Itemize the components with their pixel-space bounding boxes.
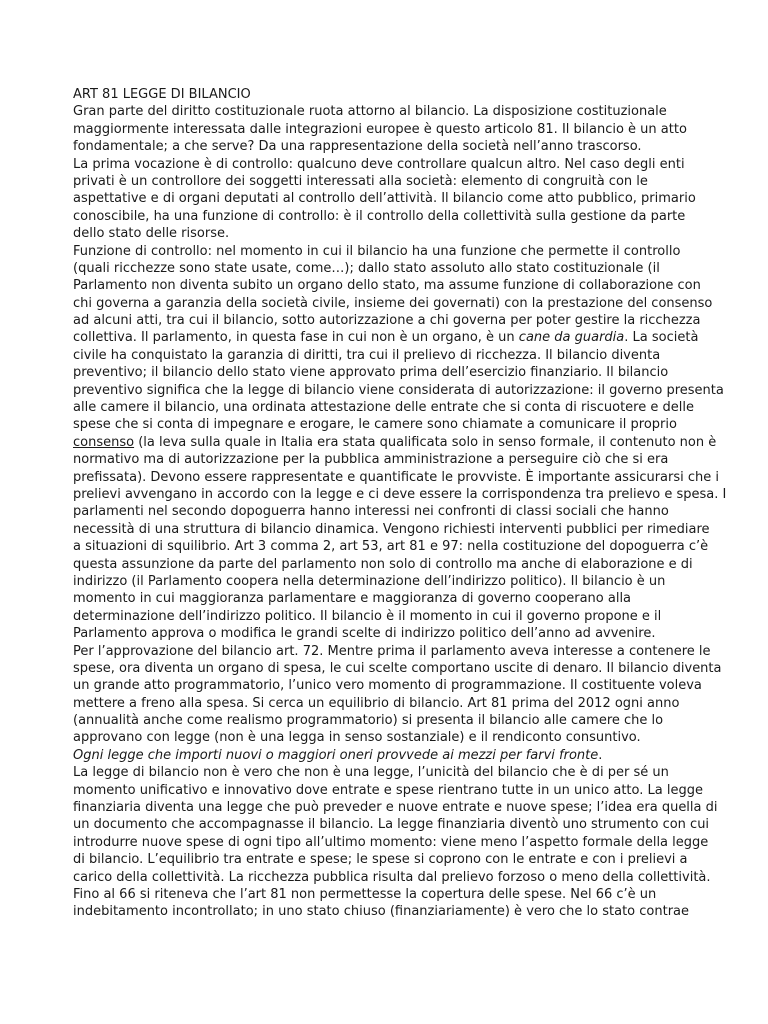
document-body: [73, 86, 727, 921]
italic-phrase: cane da guardia: [518, 330, 625, 346]
text-line: preventivo significa che la legge di bilancio viene considerata di autorizzazione: il governo presenta: [73, 382, 724, 398]
text-line: introdurre nuove spese di ogni tipo all’ultimo momento: viene meno l’aspetto formale della legge: [73, 834, 709, 850]
text-line: conoscibile, ha una funzione di controllo: è il controllo della collettività sulla gestione da parte: [73, 208, 686, 224]
text-line: determinazione dell’indirizzo politico. Il bilancio è il momento in cui il governo propone e il: [73, 608, 662, 624]
text-line: momento unificativo e innovativo dove entrate e spese rientrano tutte in un unico atto. La legge: [73, 782, 703, 798]
text-line: approvano con legge (non è una legga in senso sostanziale) e il rendiconto consuntivo.: [73, 730, 641, 746]
italic-quote: Ogni legge che importi nuovi o maggiori oneri provvede ai mezzi per farvi fronte: [73, 747, 599, 763]
text-line: [73, 434, 717, 451]
text-line: mettere a freno alla spesa. Si cerca un equilibrio di bilancio. Art 81 prima del 2012 ogni anno: [73, 695, 680, 711]
text-line: preventivo; il bilancio dello stato viene approvato prima dell’esercizio finanziario. Il bilancio: [73, 365, 669, 381]
text-line: [73, 329, 705, 346]
text-line: La prima vocazione è di controllo: qualcuno deve controllare qualcun altro. Nel caso degli enti: [73, 156, 685, 172]
text-line: civile ha conquistato la garanzia di diritti, tra cui il prelievo di ricchezza. Il bilancio diventa: [73, 347, 661, 363]
text-line: chi governa a garanzia della società civile, insieme dei governati) con la prestazione del consenso: [73, 295, 713, 311]
text-line: aspettative e di organi deputati al controllo dell’attività. Il bilancio come atto pubblico, primario: [73, 191, 696, 207]
text-segment: . La società: [624, 330, 699, 346]
text-line: Gran parte del diritto costituzionale ruota attorno al bilancio. La disposizione costituzionale: [73, 104, 667, 120]
text-line: finanziaria diventa una legge che può preveder e nuove entrate e nuove spese; l’idea era quella di: [73, 800, 718, 816]
text-line: spese, ora diventa un organo di spesa, le cui scelte comportano uscite di denaro. Il bilancio diventa: [73, 660, 722, 676]
text-line: alle camere il bilancio, una ordinata attestazione delle entrate che si conta di riscuotere e delle: [73, 400, 694, 416]
text-line: carico della collettività. La ricchezza pubblica risulta dal prelievo forzoso o meno della collettività.: [73, 869, 711, 885]
text-line: (quali ricchezze sono state usate, come…); dallo stato assoluto allo stato costituzionale (il: [73, 260, 660, 276]
text-line: a situazioni di squilibrio. Art 3 comma 2, art 53, art 81 e 97: nella costituzione del dopoguerra c’è: [73, 539, 709, 555]
text-line: necessità di una struttura di bilancio dinamica. Vengono richiesti interventi pubblici per rimediare: [73, 521, 710, 537]
text-line: prefissata). Devono essere rappresentate e quantificate le provviste. È importante assicurarsi che i: [73, 469, 720, 485]
text-line: questa assunzione da parte del parlamento non solo di controllo ma anche di elaborazione e di: [73, 556, 693, 572]
text-line: prelievi avvengano in accordo con la legge e ci deve essere la corrispondenza tra prelievo e spesa. I: [73, 486, 727, 502]
text-line: (annualità anche come realismo programmatorio) si presenta il bilancio alle camere che lo: [73, 713, 664, 729]
text-line: La legge di bilancio non è vero che non è una legge, l’unicità del bilancio che è di per sé un: [73, 765, 669, 781]
document-title: ART 81 LEGGE DI BILANCIO: [73, 87, 251, 102]
text-line: ad alcuni atti, tra cui il bilancio, sotto autorizzazione a chi governa per poter gestire la ricchezza: [73, 313, 701, 329]
text-segment: collettiva. Il parlamento, in questa fase in cui non è un organo, è un: [73, 330, 519, 346]
text-line: dello stato delle risorse.: [73, 226, 230, 242]
text-line: indebitamento incontrollato; in uno stato chiuso (finanziariamente) è vero che lo stato contrae: [73, 904, 690, 920]
text-line: fondamentale; a che serve? Da una rappresentazione della società nell’anno trascorso.: [73, 139, 642, 155]
text-line: parlamenti nel secondo dopoguerra hanno interessi nei confronti di classi sociali che hanno: [73, 504, 669, 520]
text-segment: (la leva sulla quale in Italia era stata qualificata solo in senso formale, il contenuto non è: [134, 434, 717, 450]
text-line: normativo ma di autorizzazione per la pubblica amministrazione a perseguire ciò che si era: [73, 452, 669, 468]
text-line: Fino al 66 si riteneva che l’art 81 non permettesse la copertura delle spese. Nel 66 c’è un: [73, 886, 657, 902]
text-line: Parlamento non diventa subito un organo dello stato, ma assume funzione di collaborazione con: [73, 278, 701, 294]
text-line: un grande atto programmatorio, l’unico vero momento di programmazione. Il costituente voleva: [73, 678, 702, 694]
text-line: un documento che accompagnasse il bilancio. La legge finanziaria diventò uno strumento con cui: [73, 817, 710, 833]
underlined-word: consenso: [73, 434, 135, 450]
text-line: Per l’approvazione del bilancio art. 72. Mentre prima il parlamento aveva interesse a contenere le: [73, 643, 711, 659]
text-line: spese che si conta di impegnare e erogare, le camere sono chiamate a comunicare il proprio: [73, 417, 677, 433]
text-line: [73, 747, 705, 764]
text-segment: .: [598, 747, 603, 763]
text-line: di bilancio. L’equilibrio tra entrate e spese; le spese si coprono con le entrate e con i prelievi a: [73, 852, 688, 868]
text-line: indirizzo (il Parlamento coopera nella determinazione dell’indirizzo politico). Il bilancio è un: [73, 573, 666, 589]
text-line: privati è un controllore dei soggetti interessati alla società: elemento di congruità con le: [73, 173, 648, 189]
text-line: momento in cui maggioranza parlamentare e maggioranza di governo cooperano alla: [73, 591, 632, 607]
text-line: maggiormente interessata dalle integrazioni europee è questo articolo 81. Il bilancio è un atto: [73, 121, 687, 137]
text-line: Parlamento approva o modifica le grandi scelte di indirizzo politico dell’anno ad avvenire.: [73, 626, 656, 642]
text-line: Funzione di controllo: nel momento in cui il bilancio ha una funzione che permette il controllo: [73, 243, 681, 259]
